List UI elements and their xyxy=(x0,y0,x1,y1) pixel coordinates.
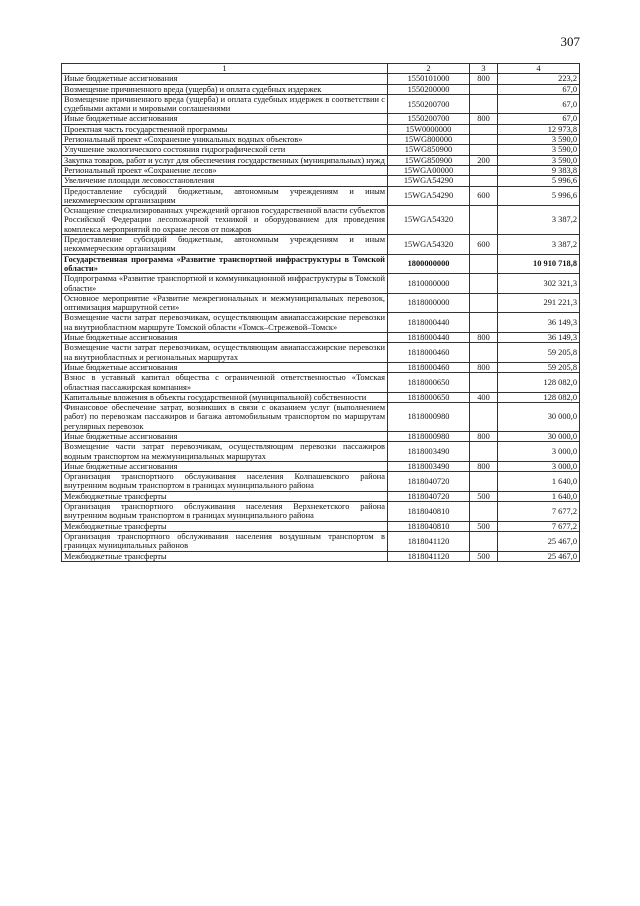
row-name: Иные бюджетные ассигнования xyxy=(62,114,388,124)
table-row xyxy=(62,94,580,114)
table-row xyxy=(62,165,580,175)
budget-table-body xyxy=(62,64,580,562)
table-row xyxy=(62,362,580,372)
row-expense-type: 800 xyxy=(470,431,498,441)
row-code: 15WG850900 xyxy=(388,145,470,155)
row-name: Иные бюджетные ассигнования xyxy=(62,431,388,441)
row-sum: 3 387,2 xyxy=(498,235,580,255)
page-number: 307 xyxy=(560,34,580,49)
row-expense-type xyxy=(470,472,498,492)
table-row xyxy=(62,392,580,402)
table-row xyxy=(62,333,580,343)
row-name: Государственная программа «Развитие транспортной инфраструктуры в Томской области» xyxy=(62,254,388,274)
row-name: Возмещение части затрат перевозчикам, осуществляющим перевозки пассажиров водным транспортом на межмуниципальных маршрутах xyxy=(62,442,388,462)
row-expense-type xyxy=(470,531,498,551)
row-name: Межбюджетные трансферты xyxy=(62,551,388,561)
row-expense-type: 200 xyxy=(470,155,498,165)
row-expense-type xyxy=(470,145,498,155)
row-name: Проектная часть государственной программы xyxy=(62,124,388,134)
row-expense-type xyxy=(470,293,498,313)
row-name: Финансовое обеспечение затрат, возникших в связи с оказанием услуг (выполнением работ) по перевозкам пассажиров и багажа автомобильным транспортом по маршрутам регулярных перевозок xyxy=(62,403,388,432)
table-row xyxy=(62,521,580,531)
row-name: Предоставление субсидий бюджетным, автономным учреждениям и иным некоммерческим организациям xyxy=(62,186,388,206)
row-sum: 7 677,2 xyxy=(498,502,580,522)
row-code: 15W0000000 xyxy=(388,124,470,134)
table-row xyxy=(62,461,580,471)
row-sum: 3 590,0 xyxy=(498,135,580,145)
row-code: 1550101000 xyxy=(388,74,470,84)
table-row xyxy=(62,313,580,333)
row-expense-type xyxy=(470,343,498,363)
table-row xyxy=(62,155,580,165)
row-code: 15WGA54320 xyxy=(388,206,470,235)
header-col-2: 2 xyxy=(388,64,470,74)
row-expense-type: 500 xyxy=(470,551,498,561)
row-sum: 67,0 xyxy=(498,114,580,124)
row-name: Предоставление субсидий бюджетным, автономным учреждениям и иным некоммерческим организациям xyxy=(62,235,388,255)
row-code: 1818000980 xyxy=(388,431,470,441)
table-row xyxy=(62,186,580,206)
row-code: 15WGA54320 xyxy=(388,235,470,255)
row-code: 1550200700 xyxy=(388,94,470,114)
row-code: 15WG850900 xyxy=(388,155,470,165)
row-name: Взнос в уставный капитал общества с ограниченной ответственностью «Томская областная пассажирская компания» xyxy=(62,373,388,393)
row-name: Организация транспортного обслуживания населения воздушным транспортом в границах муниципальных районов xyxy=(62,531,388,551)
row-name: Региональный проект «Сохранение лесов» xyxy=(62,165,388,175)
row-sum: 67,0 xyxy=(498,94,580,114)
row-name: Улучшение экологического состояния гидрографической сети xyxy=(62,145,388,155)
row-name: Возмещение причиненного вреда (ущерба) и оплата судебных издержек в соответствии с судебными актами и мировыми соглашениями xyxy=(62,94,388,114)
row-sum: 302 321,3 xyxy=(498,274,580,294)
row-expense-type xyxy=(470,124,498,134)
row-expense-type: 600 xyxy=(470,235,498,255)
table-row xyxy=(62,235,580,255)
table-row xyxy=(62,293,580,313)
row-sum: 3 000,0 xyxy=(498,442,580,462)
row-expense-type xyxy=(470,176,498,186)
row-expense-type: 800 xyxy=(470,461,498,471)
row-code: 1818000440 xyxy=(388,313,470,333)
row-name: Региональный проект «Сохранение уникальных водных объектов» xyxy=(62,135,388,145)
row-code: 1800000000 xyxy=(388,254,470,274)
header-col-4: 4 xyxy=(498,64,580,74)
row-sum: 67,0 xyxy=(498,84,580,94)
row-code: 1818040720 xyxy=(388,491,470,501)
header-col-3: 3 xyxy=(470,64,498,74)
row-code: 1818041120 xyxy=(388,551,470,561)
row-code: 1818000460 xyxy=(388,362,470,372)
row-code: 1818000650 xyxy=(388,373,470,393)
row-name: Иные бюджетные ассигнования xyxy=(62,461,388,471)
row-expense-type: 500 xyxy=(470,491,498,501)
table-row xyxy=(62,343,580,363)
table-row xyxy=(62,491,580,501)
table-row xyxy=(62,472,580,492)
row-sum: 128 082,0 xyxy=(498,392,580,402)
table-row xyxy=(62,206,580,235)
row-code: 1550200000 xyxy=(388,84,470,94)
row-sum: 7 677,2 xyxy=(498,521,580,531)
row-expense-type xyxy=(470,442,498,462)
row-expense-type xyxy=(470,84,498,94)
row-sum: 30 000,0 xyxy=(498,431,580,441)
row-sum: 10 910 718,8 xyxy=(498,254,580,274)
row-code: 1818000980 xyxy=(388,403,470,432)
row-expense-type xyxy=(470,274,498,294)
table-row xyxy=(62,124,580,134)
row-sum: 3 590,0 xyxy=(498,145,580,155)
row-expense-type xyxy=(470,165,498,175)
row-sum: 59 205,8 xyxy=(498,362,580,372)
row-expense-type xyxy=(470,206,498,235)
row-code: 1818003490 xyxy=(388,442,470,462)
row-sum: 1 640,0 xyxy=(498,472,580,492)
row-expense-type xyxy=(470,403,498,432)
table-row xyxy=(62,442,580,462)
row-name: Капитальные вложения в объекты государственной (муниципальной) собственности xyxy=(62,392,388,402)
row-name: Возмещение причиненного вреда (ущерба) и оплата судебных издержек xyxy=(62,84,388,94)
row-sum: 25 467,0 xyxy=(498,551,580,561)
table-row xyxy=(62,176,580,186)
row-code: 1818040810 xyxy=(388,502,470,522)
table-row xyxy=(62,431,580,441)
header-row xyxy=(62,64,580,74)
row-code: 15WGA54290 xyxy=(388,186,470,206)
row-name: Оснащение специализированных учреждений органов государственной власти субъектов Российской Федерации лесопожарной техникой и оборудованием для проведения комплекса мероприятий по охране лесов от пожаров xyxy=(62,206,388,235)
row-expense-type xyxy=(470,502,498,522)
row-expense-type: 800 xyxy=(470,74,498,84)
row-sum: 36 149,3 xyxy=(498,333,580,343)
row-name: Иные бюджетные ассигнования xyxy=(62,333,388,343)
row-sum: 3 590,0 xyxy=(498,155,580,165)
row-sum: 223,2 xyxy=(498,74,580,84)
row-code: 15WGA00000 xyxy=(388,165,470,175)
table-row xyxy=(62,373,580,393)
table-row xyxy=(62,114,580,124)
row-expense-type: 400 xyxy=(470,392,498,402)
row-code: 1818000440 xyxy=(388,333,470,343)
row-code: 1818000650 xyxy=(388,392,470,402)
row-expense-type: 500 xyxy=(470,521,498,531)
row-code: 1818041120 xyxy=(388,531,470,551)
row-name: Межбюджетные трансферты xyxy=(62,521,388,531)
row-sum: 3 387,2 xyxy=(498,206,580,235)
row-expense-type xyxy=(470,313,498,333)
row-expense-type xyxy=(470,94,498,114)
row-code: 1818040720 xyxy=(388,472,470,492)
row-code: 1810000000 xyxy=(388,274,470,294)
row-name: Закупка товаров, работ и услуг для обеспечения государственных (муниципальных) нужд xyxy=(62,155,388,165)
row-code: 15WGA54290 xyxy=(388,176,470,186)
row-sum: 5 996,6 xyxy=(498,176,580,186)
row-name: Увеличение площади лесовосстановления xyxy=(62,176,388,186)
row-name: Организация транспортного обслуживания населения Колпашевского района внутренним водным транспортом в границах муниципального района xyxy=(62,472,388,492)
row-expense-type xyxy=(470,135,498,145)
row-name: Иные бюджетные ассигнования xyxy=(62,74,388,84)
table-row xyxy=(62,84,580,94)
header-col-1: 1 xyxy=(62,64,388,74)
row-code: 1818003490 xyxy=(388,461,470,471)
table-row xyxy=(62,254,580,274)
row-expense-type: 800 xyxy=(470,333,498,343)
table-row xyxy=(62,502,580,522)
row-sum: 30 000,0 xyxy=(498,403,580,432)
row-sum: 5 996,6 xyxy=(498,186,580,206)
row-code: 1818040810 xyxy=(388,521,470,531)
row-expense-type: 800 xyxy=(470,114,498,124)
row-sum: 1 640,0 xyxy=(498,491,580,501)
table-row xyxy=(62,274,580,294)
row-sum: 128 082,0 xyxy=(498,373,580,393)
row-code: 1818000460 xyxy=(388,343,470,363)
row-name: Иные бюджетные ассигнования xyxy=(62,362,388,372)
row-code: 1818000000 xyxy=(388,293,470,313)
row-sum: 291 221,3 xyxy=(498,293,580,313)
row-code: 15WG800000 xyxy=(388,135,470,145)
table-row xyxy=(62,551,580,561)
table-row xyxy=(62,74,580,84)
row-sum: 59 205,8 xyxy=(498,343,580,363)
row-name: Организация транспортного обслуживания населения Верхнекетского района внутренним водным транспортом в границах муниципального района xyxy=(62,502,388,522)
row-sum: 36 149,3 xyxy=(498,313,580,333)
row-code: 1550200700 xyxy=(388,114,470,124)
row-name: Возмещение части затрат перевозчикам, осуществляющим авиапассажирские перевозки на внутриобластных и региональных маршрутах xyxy=(62,343,388,363)
row-expense-type xyxy=(470,373,498,393)
row-sum: 12 973,8 xyxy=(498,124,580,134)
row-sum: 9 383,8 xyxy=(498,165,580,175)
row-expense-type: 600 xyxy=(470,186,498,206)
table-row xyxy=(62,531,580,551)
table-row xyxy=(62,403,580,432)
row-expense-type: 800 xyxy=(470,362,498,372)
row-name: Основное мероприятие «Развитие межрегиональных и межмуниципальных перевозок, оптимизация маршрутной сети» xyxy=(62,293,388,313)
row-sum: 25 467,0 xyxy=(498,531,580,551)
table-row xyxy=(62,145,580,155)
table-row xyxy=(62,135,580,145)
row-name: Межбюджетные трансферты xyxy=(62,491,388,501)
row-sum: 3 000,0 xyxy=(498,461,580,471)
budget-table xyxy=(61,63,580,562)
row-expense-type xyxy=(470,254,498,274)
row-name: Возмещение части затрат перевозчикам, осуществляющим авиапассажирские перевозки на внутриобластном маршруте Томской области «Томск–Стрежевой–Томск» xyxy=(62,313,388,333)
row-name: Подпрограмма «Развитие транспортной и коммуникационной инфраструктуры в Томской области» xyxy=(62,274,388,294)
